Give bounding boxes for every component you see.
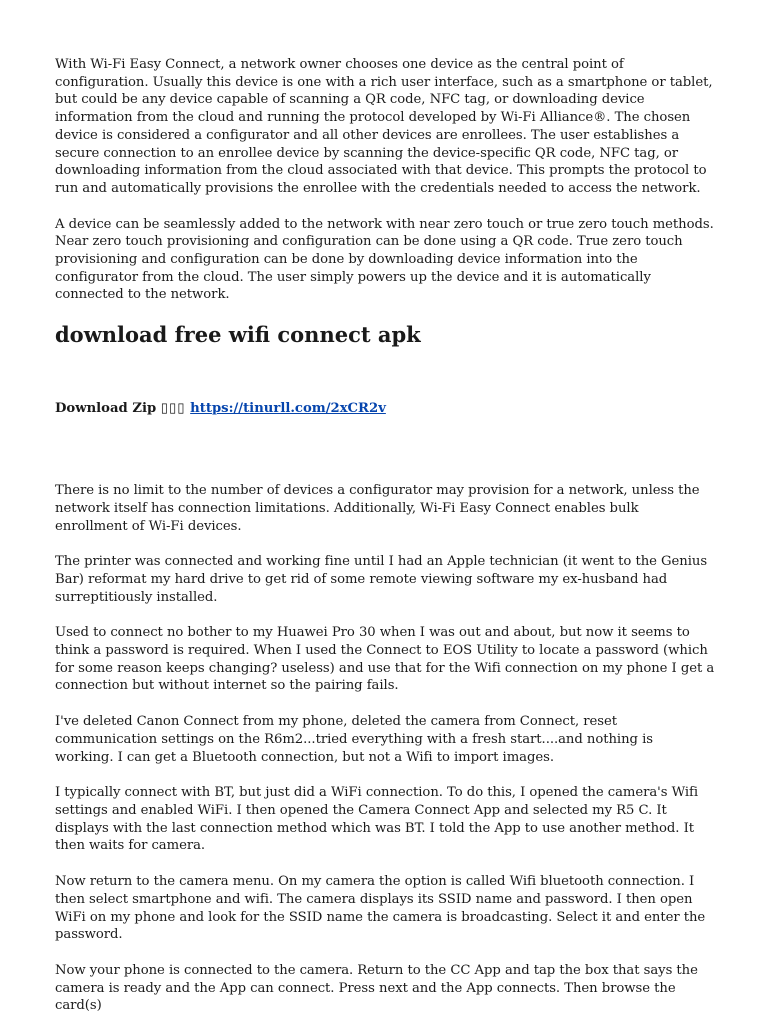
- page-heading: download free wifi connect apk: [55, 322, 421, 348]
- download-arrow-icon: ▯▯▯: [160, 401, 186, 417]
- download-label: Download Zip: [55, 401, 157, 417]
- download-link[interactable]: https://tinurll.com/2xCR2v: [190, 401, 386, 417]
- paragraph-printer: The printer was connected and working fine until I had an Apple technician (it went to the Genius Bar) reformat my hard drive to get rid of some remote viewing software my ex-husband had surreptitiously installed.: [55, 554, 708, 605]
- paragraph-zero-touch: A device can be seamlessly added to the network with near zero touch or true zero touch methods. Near zero touch provisioning and configuration can be done using a QR code. True zero touch provisioning and configuration can be done by downloading device information into the configurator from the cloud. The user simply powers up the device and it is automatically connected to the network.: [55, 216, 714, 303]
- paragraph-huawei: Used to connect no bother to my Huawei Pro 30 when I was out and about, but now it seems to think a password is required. When I used the Connect to EOS Utility to locate a password (which for some reason keeps changing? useless) and use that for the Wifi connection on my phone I get a connection but without internet so the pairing fails.: [55, 625, 715, 694]
- paragraph-canon-connect: I've deleted Canon Connect from my phone, deleted the camera from Connect, reset communication settings on the R6m2...tried everything with a fresh start....and nothing is working. I can get a Bluetooth connection, but not a Wifi to import images.: [55, 714, 653, 765]
- paragraph-phone-connected: Now your phone is connected to the camera. Return to the CC App and tap the box that says the camera is ready and the App can connect. Press next and the App connects. Then browse the card(s): [55, 962, 698, 1014]
- paragraph-bt-wifi: I typically connect with BT, but just did a WiFi connection. To do this, I opened the camera's Wifi settings and enabled WiFi. I then opened the Camera Connect App and selected my R5 C. It displays with the last connection method which was BT. I told the App to use another method. It then waits for camera.: [55, 785, 699, 854]
- download-line: [55, 400, 715, 418]
- paragraph-intro: With Wi-Fi Easy Connect, a network owner chooses one device as the central point of configuration. Usually this device is one with a rich user interface, such as a smartphone or tablet, but could be any device capable of scanning a QR code, NFC tag, or downloading device information from the cloud and running the protocol developed by Wi-Fi Alliance®. The chosen device is considered a configurator and all other devices are enrollees. The user establishes a secure connection to an enrollee device by scanning the device-specific QR code, NFC tag, or downloading information from the cloud associated with that device. This prompts the protocol to run and automatically provisions the enrollee with the credentials needed to access the network.: [55, 57, 713, 196]
- paragraph-bulk-enrollment: There is no limit to the number of devices a configurator may provision for a network, unless the network itself has connection limitations. Additionally, Wi-Fi Easy Connect enables bulk enrollment of Wi-Fi devices.: [55, 483, 700, 534]
- paragraph-camera-menu: Now return to the camera menu. On my camera the option is called Wifi bluetooth connection. I then select smartphone and wifi. The camera displays its SSID name and password. I then open WiFi on my phone and look for the SSID name the camera is broadcasting. Select it and enter the password.: [55, 874, 706, 943]
